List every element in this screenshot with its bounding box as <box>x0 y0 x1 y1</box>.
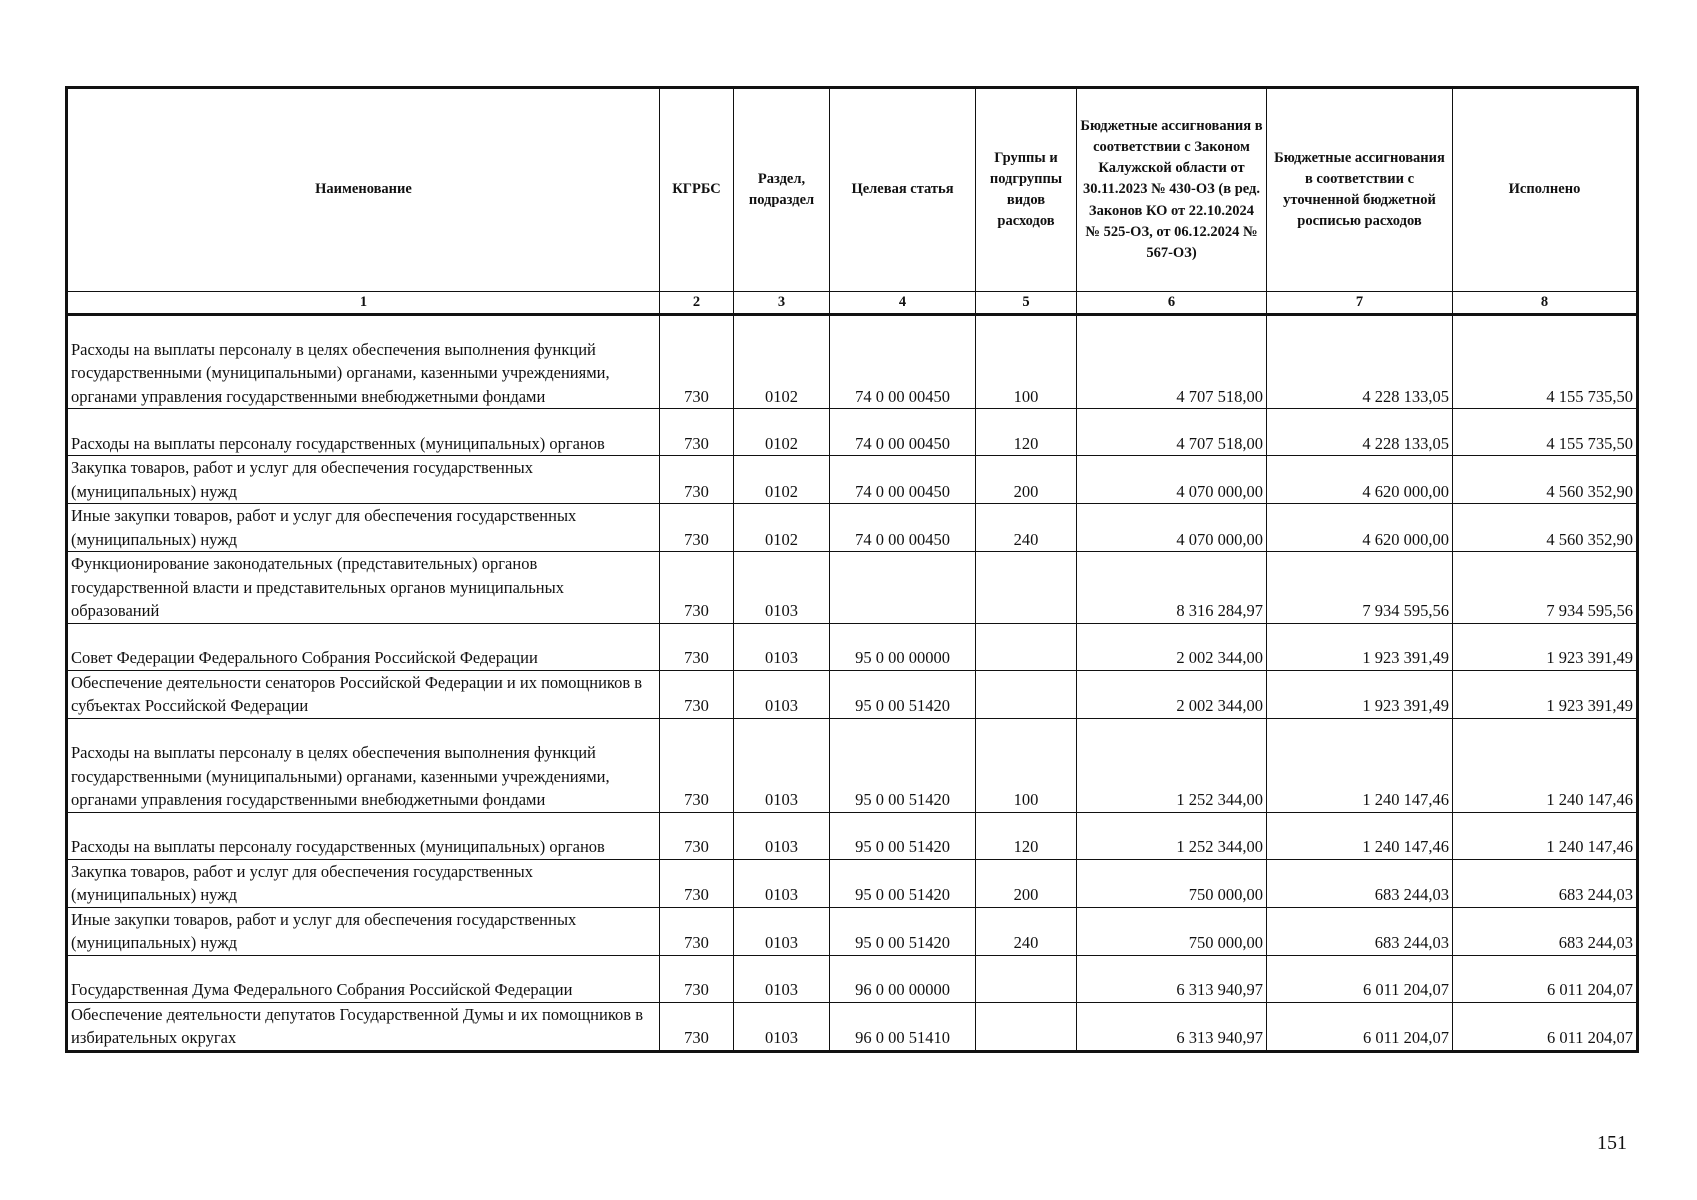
cell-group: 200 <box>976 456 1077 504</box>
cell-target: 95 0 00 51420 <box>830 812 976 859</box>
cell-kgrbs: 730 <box>660 812 734 859</box>
cell-kgrbs: 730 <box>660 456 734 504</box>
cell-group: 120 <box>976 812 1077 859</box>
table-row <box>67 1002 1638 1051</box>
cell-refined-allocation: 1 923 391,49 <box>1267 623 1453 670</box>
header-law-allocation: Бюджетные ассигнования в соответствии с Законом Калужской области от 30.11.2023 № 430-ОЗ (в ред. Законов КО от 22.10.2024 № 525-ОЗ, от 06.12.2024 № 567-ОЗ) <box>1077 88 1267 292</box>
cell-group <box>976 955 1077 1002</box>
cell-target: 95 0 00 51420 <box>830 718 976 812</box>
table-header-row <box>67 88 1638 292</box>
header-kgrbs: КГРБС <box>660 88 734 292</box>
cell-group <box>976 623 1077 670</box>
cell-name: Расходы на выплаты персоналу в целях обеспечения выполнения функций государственными (муниципальными) органами, казенными учреждениями, органами управления государственными внебюджетными фондами <box>67 718 660 812</box>
cell-section: 0102 <box>734 456 830 504</box>
cell-refined-allocation: 7 934 595,56 <box>1267 552 1453 624</box>
cell-group: 100 <box>976 718 1077 812</box>
header-refined-allocation: Бюджетные ассигнования в соответствии с уточненной бюджетной росписью расходов <box>1267 88 1453 292</box>
cell-law-allocation: 750 000,00 <box>1077 859 1267 907</box>
cell-refined-allocation: 1 240 147,46 <box>1267 812 1453 859</box>
table-row <box>67 859 1638 907</box>
table-row <box>67 315 1638 409</box>
cell-name: Расходы на выплаты персоналу в целях обеспечения выполнения функций государственными (муниципальными) органами, казенными учреждениями, органами управления государственными внебюджетными фондами <box>67 315 660 409</box>
cell-refined-allocation: 1 923 391,49 <box>1267 670 1453 718</box>
cell-kgrbs: 730 <box>660 315 734 409</box>
table-row <box>67 907 1638 955</box>
header-executed: Исполнено <box>1453 88 1638 292</box>
table-row <box>67 670 1638 718</box>
cell-executed: 4 155 735,50 <box>1453 315 1638 409</box>
cell-executed: 1 923 391,49 <box>1453 623 1638 670</box>
table-row <box>67 955 1638 1002</box>
cell-section: 0102 <box>734 504 830 552</box>
cell-group: 200 <box>976 859 1077 907</box>
column-number: 6 <box>1077 292 1267 315</box>
cell-name: Закупка товаров, работ и услуг для обеспечения государственных (муниципальных) нужд <box>67 859 660 907</box>
cell-group <box>976 670 1077 718</box>
cell-law-allocation: 4 707 518,00 <box>1077 409 1267 456</box>
cell-name: Закупка товаров, работ и услуг для обеспечения государственных (муниципальных) нужд <box>67 456 660 504</box>
cell-refined-allocation: 6 011 204,07 <box>1267 955 1453 1002</box>
cell-law-allocation: 2 002 344,00 <box>1077 623 1267 670</box>
table-row <box>67 623 1638 670</box>
cell-law-allocation: 4 707 518,00 <box>1077 315 1267 409</box>
cell-refined-allocation: 1 240 147,46 <box>1267 718 1453 812</box>
cell-section: 0102 <box>734 409 830 456</box>
cell-executed: 1 923 391,49 <box>1453 670 1638 718</box>
cell-kgrbs: 730 <box>660 409 734 456</box>
cell-executed: 4 560 352,90 <box>1453 456 1638 504</box>
cell-group: 100 <box>976 315 1077 409</box>
cell-kgrbs: 730 <box>660 552 734 624</box>
table-row <box>67 718 1638 812</box>
header-target: Целевая статья <box>830 88 976 292</box>
cell-kgrbs: 730 <box>660 907 734 955</box>
header-name: Наименование <box>67 88 660 292</box>
cell-target: 74 0 00 00450 <box>830 456 976 504</box>
cell-executed: 6 011 204,07 <box>1453 955 1638 1002</box>
cell-section: 0103 <box>734 812 830 859</box>
column-number: 7 <box>1267 292 1453 315</box>
column-number: 5 <box>976 292 1077 315</box>
cell-name: Функционирование законодательных (представительных) органов государственной власти и представительных органов муниципальных образований <box>67 552 660 624</box>
cell-name: Иные закупки товаров, работ и услуг для обеспечения государственных (муниципальных) нужд <box>67 907 660 955</box>
cell-refined-allocation: 6 011 204,07 <box>1267 1002 1453 1051</box>
column-number: 2 <box>660 292 734 315</box>
cell-law-allocation: 750 000,00 <box>1077 907 1267 955</box>
cell-refined-allocation: 4 228 133,05 <box>1267 409 1453 456</box>
column-number: 3 <box>734 292 830 315</box>
cell-law-allocation: 8 316 284,97 <box>1077 552 1267 624</box>
cell-target <box>830 552 976 624</box>
cell-section: 0103 <box>734 859 830 907</box>
table-row <box>67 409 1638 456</box>
table-row <box>67 504 1638 552</box>
cell-target: 96 0 00 51410 <box>830 1002 976 1051</box>
header-group: Группы и подгруппы видов расходов <box>976 88 1077 292</box>
cell-executed: 1 240 147,46 <box>1453 812 1638 859</box>
cell-refined-allocation: 683 244,03 <box>1267 907 1453 955</box>
cell-name: Расходы на выплаты персоналу государственных (муниципальных) органов <box>67 812 660 859</box>
cell-executed: 683 244,03 <box>1453 859 1638 907</box>
cell-law-allocation: 1 252 344,00 <box>1077 812 1267 859</box>
cell-section: 0103 <box>734 623 830 670</box>
cell-name: Обеспечение деятельности депутатов Государственной Думы и их помощников в избирательных округах <box>67 1002 660 1051</box>
cell-law-allocation: 4 070 000,00 <box>1077 504 1267 552</box>
cell-executed: 4 155 735,50 <box>1453 409 1638 456</box>
cell-target: 96 0 00 00000 <box>830 955 976 1002</box>
table-row <box>67 456 1638 504</box>
cell-section: 0103 <box>734 1002 830 1051</box>
table-row <box>67 812 1638 859</box>
cell-executed: 7 934 595,56 <box>1453 552 1638 624</box>
cell-law-allocation: 6 313 940,97 <box>1077 955 1267 1002</box>
cell-refined-allocation: 4 620 000,00 <box>1267 456 1453 504</box>
cell-kgrbs: 730 <box>660 504 734 552</box>
cell-refined-allocation: 683 244,03 <box>1267 859 1453 907</box>
cell-group: 240 <box>976 504 1077 552</box>
column-number: 1 <box>67 292 660 315</box>
cell-kgrbs: 730 <box>660 623 734 670</box>
cell-kgrbs: 730 <box>660 1002 734 1051</box>
page-number: 151 <box>1597 1132 1627 1154</box>
cell-section: 0103 <box>734 955 830 1002</box>
cell-kgrbs: 730 <box>660 955 734 1002</box>
cell-law-allocation: 1 252 344,00 <box>1077 718 1267 812</box>
cell-executed: 4 560 352,90 <box>1453 504 1638 552</box>
cell-law-allocation: 4 070 000,00 <box>1077 456 1267 504</box>
cell-kgrbs: 730 <box>660 670 734 718</box>
cell-refined-allocation: 4 620 000,00 <box>1267 504 1453 552</box>
cell-section: 0102 <box>734 315 830 409</box>
cell-executed: 1 240 147,46 <box>1453 718 1638 812</box>
cell-law-allocation: 2 002 344,00 <box>1077 670 1267 718</box>
cell-section: 0103 <box>734 907 830 955</box>
cell-group <box>976 1002 1077 1051</box>
cell-target: 95 0 00 51420 <box>830 907 976 955</box>
cell-group: 240 <box>976 907 1077 955</box>
budget-execution-table <box>65 86 1639 1053</box>
cell-kgrbs: 730 <box>660 718 734 812</box>
cell-target: 95 0 00 51420 <box>830 670 976 718</box>
cell-target: 74 0 00 00450 <box>830 504 976 552</box>
cell-target: 74 0 00 00450 <box>830 409 976 456</box>
cell-executed: 6 011 204,07 <box>1453 1002 1638 1051</box>
cell-target: 74 0 00 00450 <box>830 315 976 409</box>
cell-group: 120 <box>976 409 1077 456</box>
cell-section: 0103 <box>734 718 830 812</box>
cell-group <box>976 552 1077 624</box>
column-number: 8 <box>1453 292 1638 315</box>
cell-executed: 683 244,03 <box>1453 907 1638 955</box>
table-row <box>67 552 1638 624</box>
cell-law-allocation: 6 313 940,97 <box>1077 1002 1267 1051</box>
header-section: Раздел, подраздел <box>734 88 830 292</box>
cell-kgrbs: 730 <box>660 859 734 907</box>
cell-name: Обеспечение деятельности сенаторов Российской Федерации и их помощников в субъектах Российской Федерации <box>67 670 660 718</box>
cell-name: Государственная Дума Федерального Собрания Российской Федерации <box>67 955 660 1002</box>
cell-section: 0103 <box>734 670 830 718</box>
cell-section: 0103 <box>734 552 830 624</box>
cell-name: Расходы на выплаты персоналу государственных (муниципальных) органов <box>67 409 660 456</box>
cell-target: 95 0 00 51420 <box>830 859 976 907</box>
cell-name: Иные закупки товаров, работ и услуг для обеспечения государственных (муниципальных) нужд <box>67 504 660 552</box>
column-number: 4 <box>830 292 976 315</box>
cell-name: Совет Федерации Федерального Собрания Российской Федерации <box>67 623 660 670</box>
column-number-row <box>67 292 1638 315</box>
cell-refined-allocation: 4 228 133,05 <box>1267 315 1453 409</box>
cell-target: 95 0 00 00000 <box>830 623 976 670</box>
